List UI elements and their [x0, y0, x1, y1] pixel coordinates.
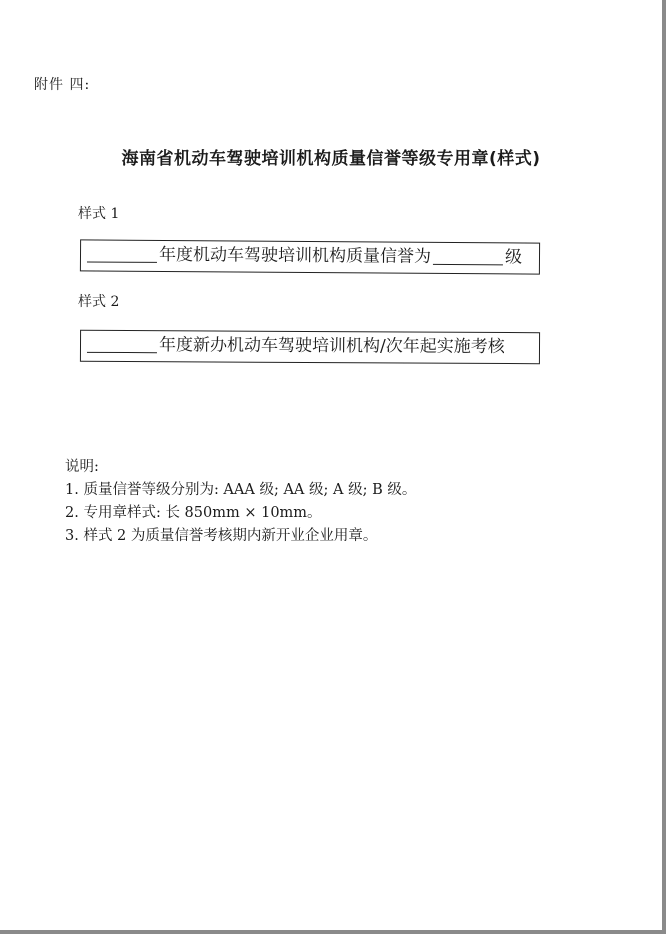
style2-label: 样式 2	[78, 294, 120, 310]
year-blank	[87, 243, 157, 262]
notes-section	[65, 456, 416, 548]
stamp2-text: 年度新办机动车驾驶培训机构/次年起实施考核	[158, 335, 505, 358]
stamp1-suffix: 级	[504, 247, 523, 268]
note-item: 2. 专用章样式: 长 850mm × 10mm。	[65, 505, 322, 521]
stamp-sample-1	[80, 239, 540, 274]
stamp-sample-2	[80, 330, 540, 364]
note-item: 3. 样式 2 为质量信誉考核期内新开业企业用章。	[65, 528, 378, 544]
stamp1-text: 年度机动车驾驶培训机构质量信誉为	[158, 244, 432, 267]
year-blank	[87, 334, 157, 353]
style1-label: 样式 1	[78, 206, 120, 222]
document-title: 海南省机动车驾驶培训机构质量信誉等级专用章(样式)	[121, 149, 541, 169]
attachment-label: 附件 四:	[34, 77, 91, 93]
grade-blank	[433, 246, 503, 265]
note-item: 1. 质量信誉等级分别为: AAA 级; AA 级; A 级; B 级。	[65, 482, 417, 498]
notes-heading: 说明:	[65, 459, 99, 475]
